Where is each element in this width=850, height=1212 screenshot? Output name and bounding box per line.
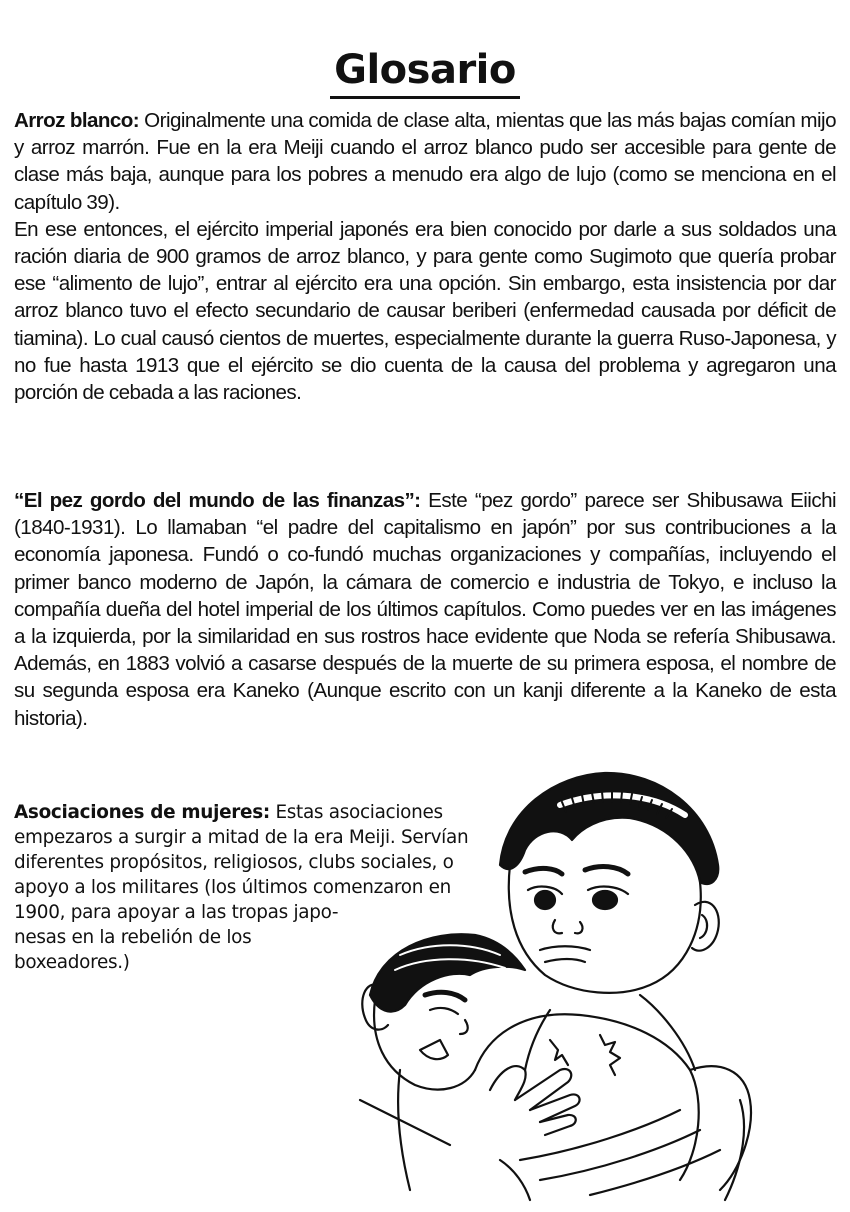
children-illustration-icon xyxy=(300,770,850,1207)
page-title-text: Glosario xyxy=(330,48,520,99)
entry-paragraph xyxy=(14,487,836,732)
entry-line: apoyo a los militares (los últimos comenzaron en xyxy=(14,877,451,898)
entry-line: empezaros a surgir a mitad de la era Meiji. Servían xyxy=(14,827,469,848)
entry-body: Originalmente una comida de clase alta, mientas que las más bajas comían mijo y arroz marrón. Fue en la era Meiji cuando el arroz blanco pudo ser accesible para gente de clase más baja, aunque para los pobres a menudo era algo de lujo (como se menciona en el capítulo 39). xyxy=(14,109,836,214)
entry-paragraph xyxy=(14,107,836,216)
glossary-entry-pez-gordo xyxy=(14,487,836,732)
entry-line: diferentes propósitos, religiosos, clubs sociales, o xyxy=(14,852,454,873)
entry-paragraph: En ese entonces, el ejército imperial japonés era bien conocido por darle a sus soldados una ración diaria de 900 gramos de arroz blanco, y para gente como Sugimoto que quería probar ese “alimento de lujo”, entrar al ejército era una opción. Sin embargo, esta insistencia por dar arroz blanco tuvo el efecto secundario de causar beriberi (enfermedad causada por déficit de tiamina). Lo cual causó cientos de muertes, especialmente durante la guerra Ruso-Japonesa, y no fue hasta 1913 que el ejército se dio cuenta de la causa del problema y agregaron una porción de cebada a las raciones. xyxy=(14,217,836,405)
entry-line: Asociaciones de mujeres: Estas asociaciones xyxy=(14,802,443,823)
entry-term: Arroz blanco: xyxy=(14,109,139,132)
entry-term: “El pez gordo del mundo de las finanzas”: xyxy=(14,489,421,512)
entry-line: nesas en la rebelión de los xyxy=(14,927,252,948)
entry-term: Asociaciones de mujeres: xyxy=(14,802,270,823)
entry-line: boxeadores.) xyxy=(14,952,130,973)
entry-body: Este “pez gordo” parece ser Shibusawa Eiichi (1840-1931). Lo llamaban “el padre del capitalismo en japón” por sus contribuciones a la economía japonesa. Fundó o co-fundó muchas organizaciones y compañías, incluyendo el primer banco moderno de Japón, la cámara de comercio e industria de Tokyo, e incluso la compañía dueña del hotel imperial de los últimos capítulos. Como puedes ver en las imágenes a la izquierda, por la similaridad en sus rostros hace evidente que Noda se refería Shibusawa. Además, en 1883 volvió a casarse después de la muerte de su primera esposa, el nombre de su segunda esposa era Kaneko (Aunque escrito con un kanji diferente a la Kaneko de esta historia). xyxy=(14,489,837,730)
glossary-entry-arroz-blanco xyxy=(14,107,836,406)
manga-illustration xyxy=(300,770,850,1207)
page-title xyxy=(0,48,850,99)
entry-line: 1900, para apoyar a las tropas japo- xyxy=(14,902,339,923)
